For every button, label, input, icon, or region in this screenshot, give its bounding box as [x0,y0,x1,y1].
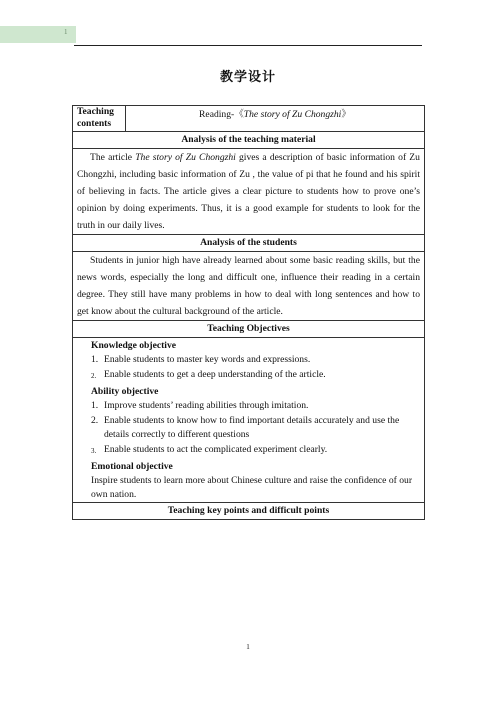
list-item: 3. Enable students to act the complicated experiment clearly. [91,444,328,455]
knowledge-list [77,353,420,383]
material-intro: The article [90,152,136,163]
knowledge-heading: Knowledge objective [91,340,176,351]
contents-row [73,106,425,132]
students-cell [73,252,425,321]
list-item: 2. Enable students to know how to find important details accurately and use the details correctly to different questions [91,415,400,440]
students-paragraph: Students in junior high have already learned about some basic reading skills, but the news words, especially the long and difficult one, influence their reading in a certain degree. They still have many problems in how to deal with long sentences and how to get know about the cultural background of the article. [77,255,420,317]
objectives-heading: Teaching Objectives [73,321,425,338]
emotional-text: Inspire students to learn more about Chinese culture and raise the confidence of our own nation. [91,475,413,500]
objectives-cell [73,338,425,503]
material-heading: Analysis of the teaching material [73,132,425,149]
document-title: 教学设计 [219,70,276,85]
material-body: gives a description of basic information of Zu Chongzhi, including basic information of Zu , the value of pi that he found and his spirit of believing in facts. The article gives a clear picture to students how to prove one’s opinion by doing experiments. Thus, it is a good example for students to look for the truth in our daily lives. [77,152,420,231]
keypoints-heading: Teaching key points and difficult points [73,503,425,520]
students-heading: Analysis of the students [73,235,425,252]
contents-title: The story of Zu Chongzhi [243,109,342,120]
list-item: 1. Enable students to master key words and expressions. [91,354,311,365]
page-number: 1 [246,643,250,651]
header-rule [74,45,422,46]
contents-label: Teaching contents [73,106,126,132]
contents-suffix: 》 [341,109,351,120]
lesson-plan-table [72,105,425,520]
ability-list [77,399,420,458]
contents-prefix: Reading-《 [199,109,244,120]
material-title: The story of Zu Chongzhi [135,152,236,163]
page-tab-number: 1 [64,28,68,36]
material-cell [73,149,425,235]
material-paragraph [77,149,420,234]
emotional-heading: Emotional objective [91,461,173,472]
ability-heading: Ability objective [91,386,159,397]
list-item: 2. Enable students to get a deep understanding of the article. [91,369,326,380]
contents-value [126,106,425,132]
list-item: 1. Improve students’ reading abilities through imitation. [91,400,309,411]
